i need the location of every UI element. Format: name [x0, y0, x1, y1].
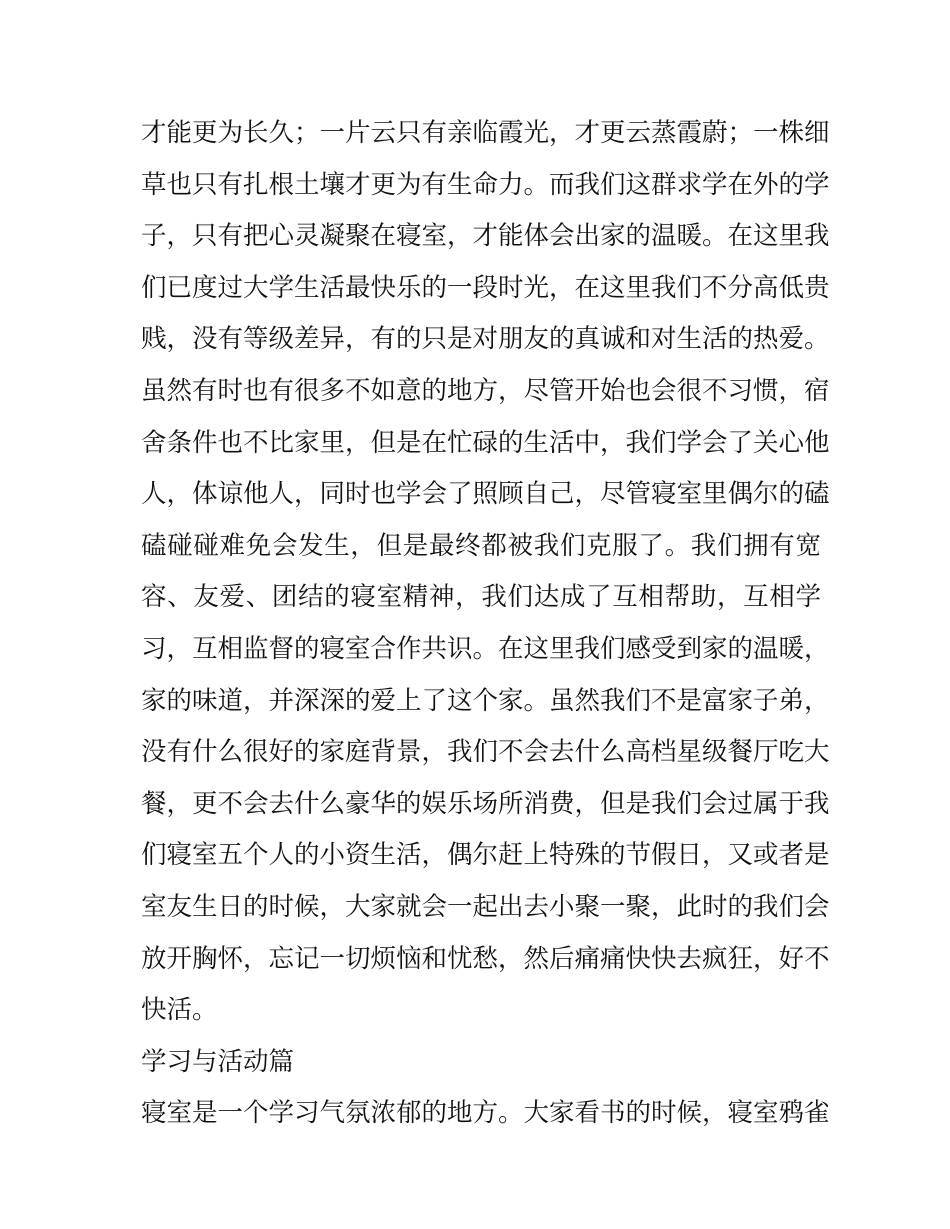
paragraph-line: 放开胸怀，忘记一切烦恼和忧愁，然后痛痛快快去疯狂，好不	[141, 943, 830, 974]
paragraph-line: 容、友爱、团结的寝室精神，我们达成了互相帮助，互相学	[141, 582, 821, 613]
paragraph-line-last: 快活。	[141, 995, 218, 1026]
document-body	[141, 108, 830, 1140]
paragraph-line: 习，互相监督的寝室合作共识。在这里我们感受到家的温暖，	[141, 633, 830, 664]
paragraph-line: 虽然有时也有很多不如意的地方，尽管开始也会很不习惯，宿	[141, 375, 830, 406]
paragraph-line: 磕碰碰难免会发生，但是最终都被我们克服了。我们拥有宽	[141, 530, 821, 561]
paragraph-line: 贱，没有等级差异，有的只是对朋友的真诚和对生活的热爱。	[141, 324, 830, 355]
paragraph-line: 没有什么很好的家庭背景，我们不会去什么高档星级餐厅吃大	[141, 737, 830, 768]
paragraph-line: 们已度过大学生活最快乐的一段时光，在这里我们不分高低贵	[141, 272, 830, 303]
paragraph-line: 人，体谅他人，同时也学会了照顾自己，尽管寝室里偶尔的磕	[141, 479, 830, 510]
paragraph-line: 才能更为长久；一片云只有亲临霞光，才更云蒸霞蔚；一株细	[141, 118, 830, 148]
paragraph-line: 们寝室五个人的小资生活，偶尔赶上特殊的节假日，又或者是	[141, 840, 830, 871]
section-heading: 学习与活动篇	[141, 1046, 295, 1077]
paragraph-line: 家的味道，并深深的爱上了这个家。虽然我们不是富家子弟，	[141, 685, 830, 716]
paragraph-line: 草也只有扎根土壤才更为有生命力。而我们这群求学在外的学	[141, 169, 830, 200]
paragraph-line: 子，只有把心灵凝聚在寝室，才能体会出家的温暖。在这里我	[141, 221, 830, 252]
next-paragraph-line: 寝室是一个学习气氛浓郁的地方。大家看书的时候，寝室鸦雀	[141, 1098, 830, 1129]
paragraph-line: 舍条件也不比家里，但是在忙碌的生活中，我们学会了关心他	[141, 427, 830, 458]
paragraph-line: 餐，更不会去什么豪华的娱乐场所消费，但是我们会过属于我	[141, 788, 830, 819]
paragraph-line: 室友生日的时候，大家就会一起出去小聚一聚，此时的我们会	[141, 891, 830, 922]
